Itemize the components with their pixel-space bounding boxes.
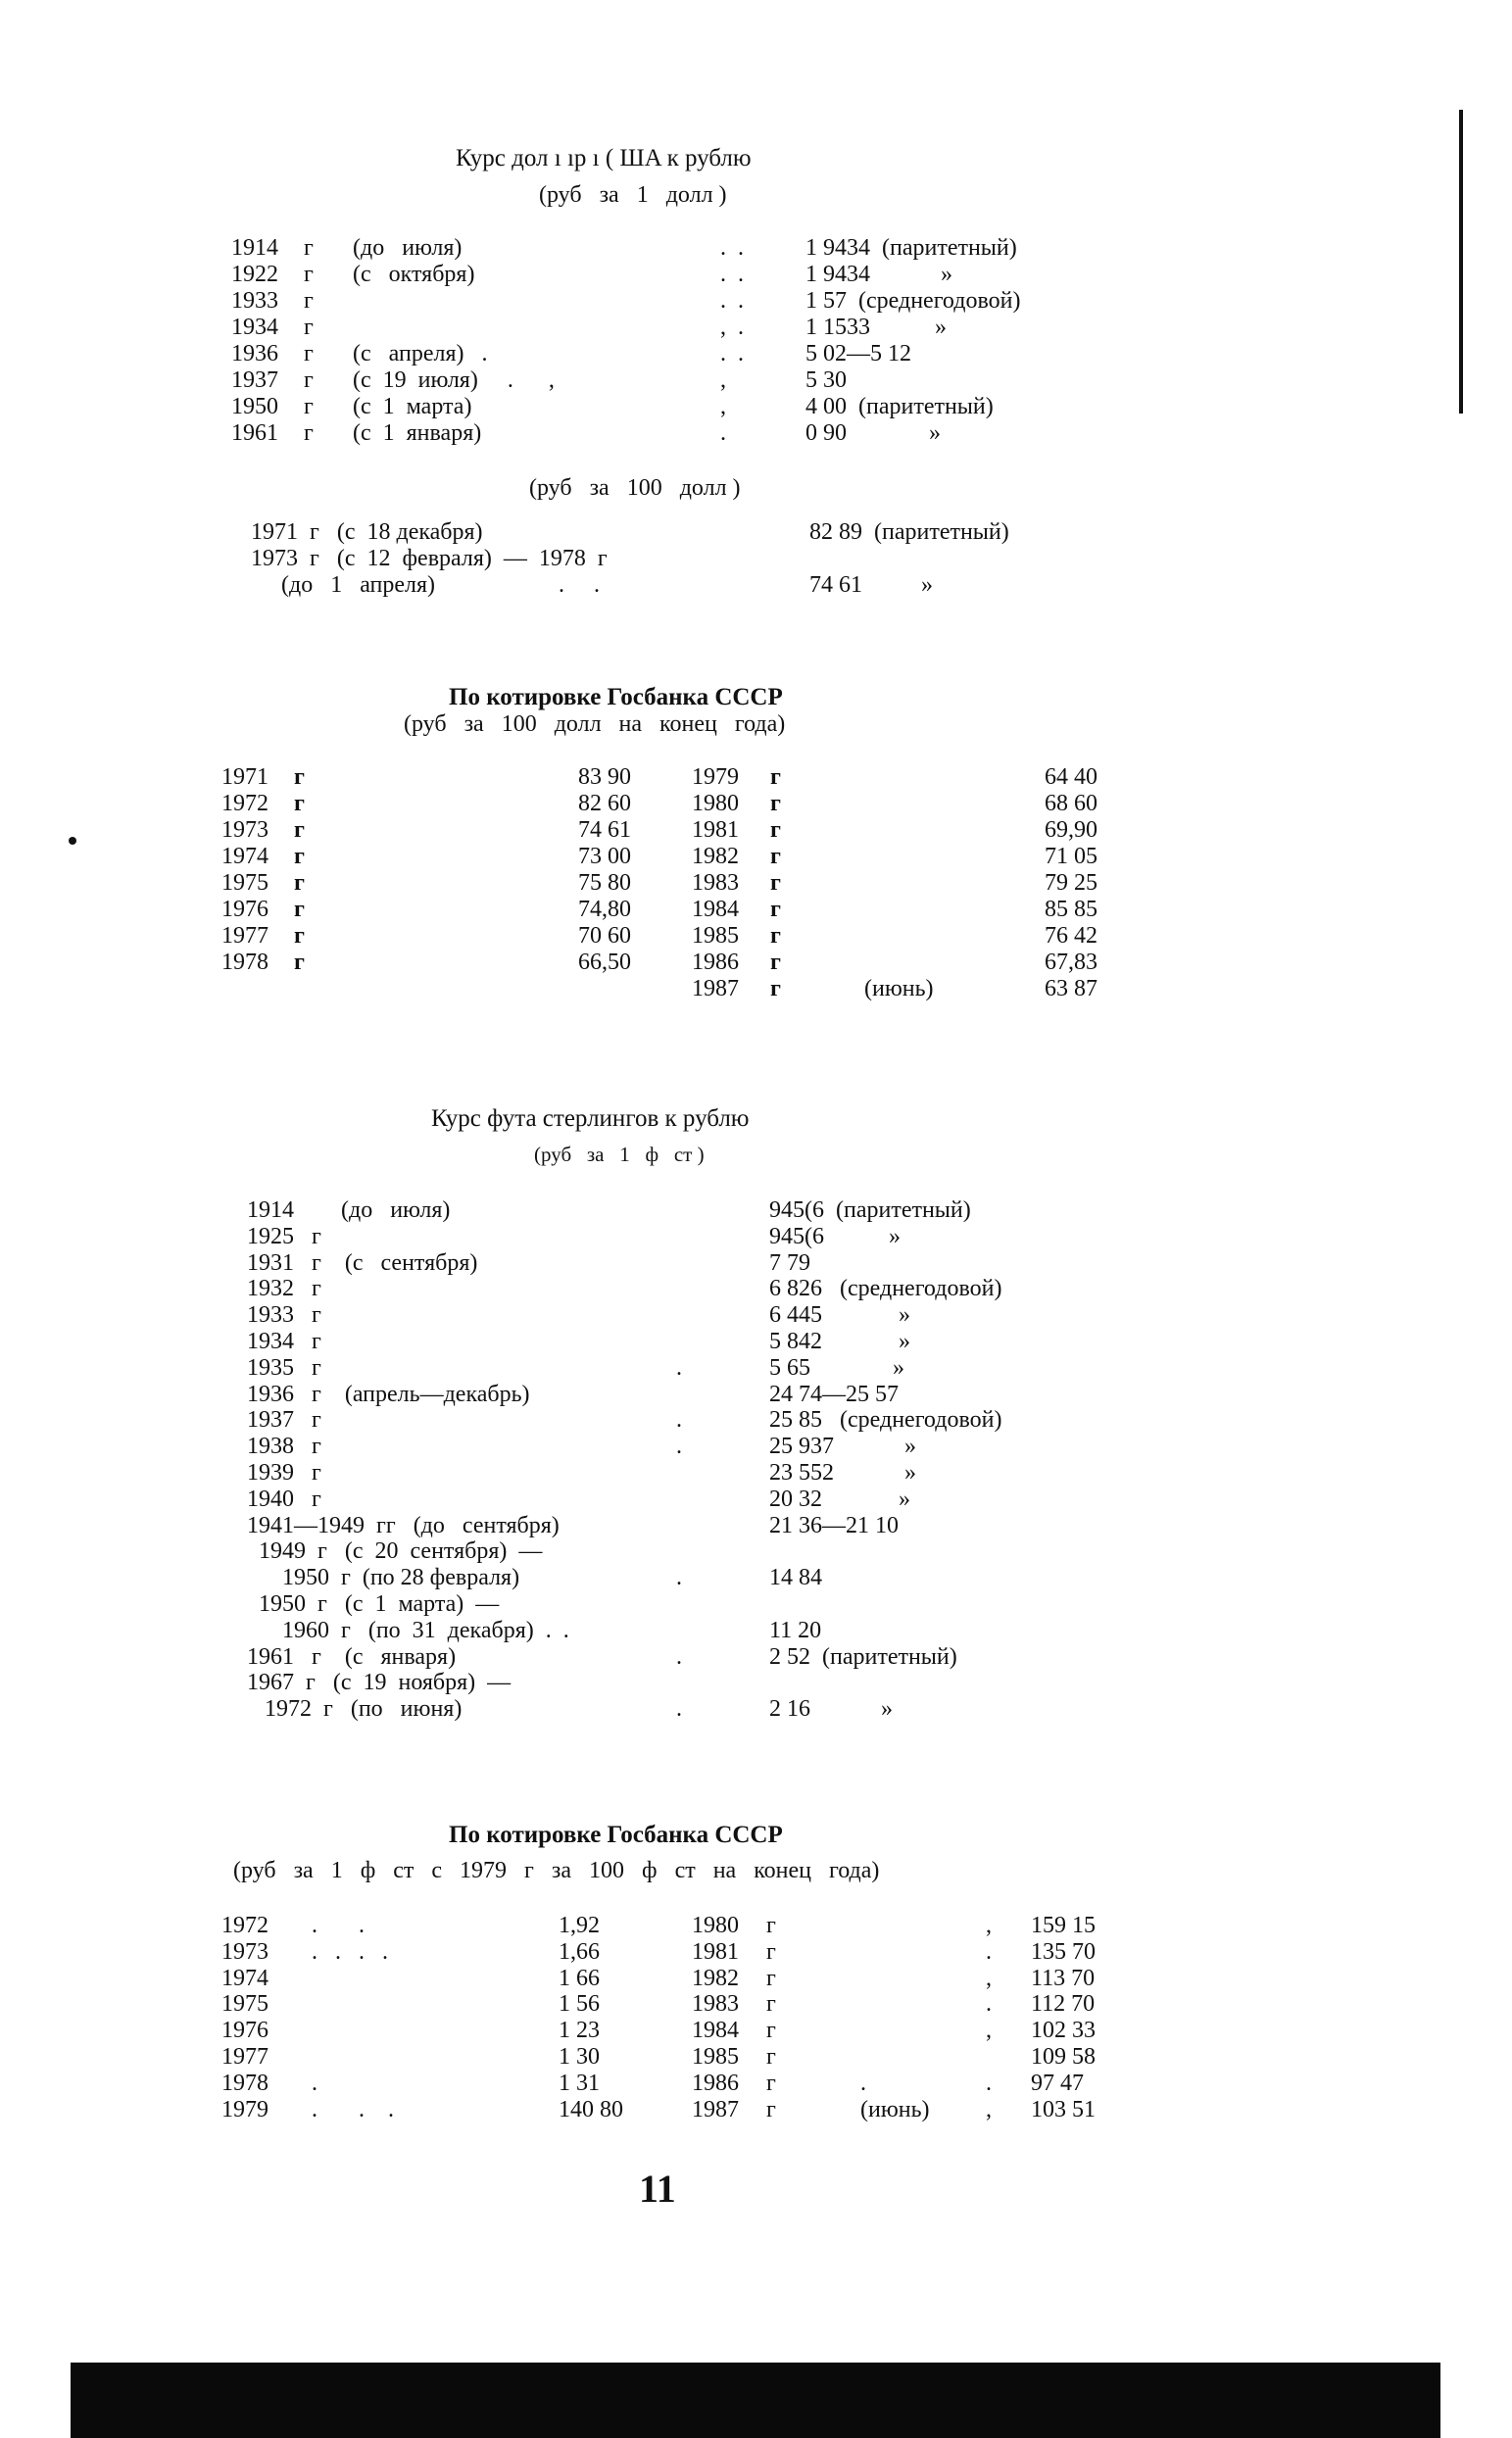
table-row-dots: . .	[720, 288, 744, 314]
table-row-g: г	[770, 791, 781, 816]
table-row-g: г	[766, 1913, 776, 1938]
table-row-g: г	[766, 2044, 776, 2070]
table-row-value: 74 61	[578, 817, 631, 843]
table-row-year: 1976	[221, 897, 268, 922]
table-row-g: г	[294, 897, 305, 922]
table-row-dots: ,	[720, 394, 726, 419]
table-row-value: 1 66	[559, 1965, 600, 1991]
table-row-dots: .	[676, 1643, 682, 1670]
table-row-label: 1931 г (с сентября)	[247, 1249, 478, 1276]
table-row-g: г	[304, 315, 314, 340]
table-row-label: 1967 г (с 19 ноября) —	[247, 1670, 512, 1696]
table-row-value: 1 1533 »	[805, 315, 947, 340]
table-row-year: 1934	[231, 315, 278, 340]
table-row-value: 2 16 »	[769, 1696, 893, 1723]
table-row-dots: .	[720, 420, 726, 446]
table-row-value: 5 02—5 12	[805, 341, 911, 366]
table-row-value: 6 445 »	[769, 1302, 910, 1329]
table-row-value: 102 33	[1031, 2018, 1096, 2044]
table-row-value: 1 30	[559, 2044, 600, 2070]
table-row-value: 5 842 »	[769, 1329, 910, 1354]
table-row-label: 1949 г (с 20 сентября) —	[247, 1538, 543, 1565]
table-row-dots: ,	[986, 1913, 992, 1938]
table-row-g: г	[770, 897, 781, 922]
table-row-value: 82 60	[578, 791, 631, 816]
table-row-label: 1973 г (с 12 февраля) — 1978 г	[251, 546, 608, 571]
table-row-g: г	[770, 976, 781, 1001]
table-row-value: 1 9434 (паритетный)	[805, 235, 1017, 261]
table-row-value: 1 56	[559, 1991, 600, 2018]
table-row-value: 140 80	[559, 2096, 623, 2122]
table-row-g: г	[294, 791, 305, 816]
table-row-note: (с 19 июля) . ,	[353, 367, 555, 393]
table-row-year: 1980	[692, 791, 739, 816]
table-row-value: 71 05	[1045, 844, 1097, 869]
table-row-year: 1987	[692, 976, 739, 1001]
table-row-label: 1925 г	[247, 1223, 321, 1249]
table-row-value: 63 87	[1045, 976, 1097, 1001]
table-row-year: 1972	[221, 1913, 268, 1938]
table-row-g: г	[294, 950, 305, 975]
margin-rule	[1459, 110, 1463, 414]
table-row-g: г	[304, 394, 314, 419]
table-row-dots: ,	[986, 2018, 992, 2044]
table-row-value: 20 32 »	[769, 1486, 910, 1512]
table-row-g: г	[770, 764, 781, 790]
table-row-value: 25 85 (среднегодовой)	[769, 1407, 1002, 1434]
table-row-year: 1984	[692, 2018, 739, 2044]
table-row-year: 1979	[221, 2096, 268, 2122]
table-row-value: 112 70	[1031, 1991, 1096, 2018]
table-row-value: 82 89 (паритетный)	[809, 519, 1009, 545]
table-row-dots: .	[676, 1434, 682, 1460]
table-row-dots: .	[676, 1696, 682, 1723]
table-row-value: 1,66	[559, 1938, 600, 1965]
section2-title: По котировке Госбанка СССР	[449, 684, 783, 710]
table-row-year: 1933	[231, 288, 278, 314]
table-row-label: 1950 г (с 1 марта) —	[247, 1591, 500, 1617]
table-row-year: 1978	[221, 2070, 268, 2096]
table-row-g: г	[304, 420, 314, 446]
section4-subtitle: (руб за 1 ф ст с 1979 г за 100 ф ст на конец года)	[233, 1858, 880, 1883]
table-row-year: 1922	[231, 262, 278, 287]
table-row-g: г	[770, 950, 781, 975]
table-row-year: 1987	[692, 2096, 739, 2122]
table-row-year: 1985	[692, 923, 739, 949]
table-row-value: 11 20	[769, 1617, 822, 1643]
table-row-value: 74 61 »	[809, 572, 933, 598]
table-row-dots: , .	[720, 315, 744, 340]
table-row-dots: . .	[720, 262, 744, 287]
table-row-value: 113 70	[1031, 1965, 1096, 1991]
table-row-g: г	[766, 2018, 776, 2044]
table-row-note: (с апреля) .	[353, 341, 488, 366]
table-row-dots: . . . .	[312, 1938, 388, 1965]
table-row-value: 135 70	[1031, 1938, 1096, 1965]
table-row-label: 1935 г	[247, 1354, 321, 1381]
table-row-year: 1984	[692, 897, 739, 922]
table-row-value: 68 60	[1045, 791, 1097, 816]
table-row-label: 1934 г	[247, 1329, 321, 1354]
table-row-value: 73 00	[578, 844, 631, 869]
table-row-value: 1 9434 »	[805, 262, 952, 287]
table-row-value: 67,83	[1045, 950, 1097, 975]
table-row-value: 97 47	[1031, 2070, 1084, 2096]
table-row-g: г	[294, 844, 305, 869]
table-row-value: 1,92	[559, 1913, 600, 1938]
table-row-value: 159 15	[1031, 1913, 1096, 1938]
table-row-label: 1932 г	[247, 1276, 321, 1302]
table-row-year: 1980	[692, 1913, 739, 1938]
table-row-value: 1 23	[559, 2018, 600, 2044]
table-row-g: г	[766, 1965, 776, 1991]
table-row-year: 1974	[221, 844, 268, 869]
table-row-dots: .	[676, 1407, 682, 1434]
table-row-value: 5 65 »	[769, 1354, 904, 1381]
table-row-g: г	[766, 2096, 776, 2122]
table-row-year: 1961	[231, 420, 278, 446]
table-row-year: 1973	[221, 1938, 268, 1965]
table-row-year: 1983	[692, 1991, 739, 2018]
table-row-year: 1975	[221, 870, 268, 896]
table-row-g: г	[294, 923, 305, 949]
table-row-note: (с 1 марта)	[353, 394, 472, 419]
table-row-label: 1939 г	[247, 1460, 321, 1486]
table-row-label: 1914 (до июля)	[247, 1197, 451, 1223]
table-row-year: 1973	[221, 817, 268, 843]
table-row-label: 1940 г	[247, 1486, 321, 1512]
table-row-g: г	[304, 288, 314, 314]
table-row-dots: .	[676, 1354, 682, 1381]
table-row-value: 1 31	[559, 2070, 600, 2096]
table-row-g: г	[770, 844, 781, 869]
table-row-dots: . .	[312, 1913, 365, 1938]
table-row-g: г	[304, 367, 314, 393]
table-row-note: (до июля)	[353, 235, 463, 261]
table-row-g: г	[770, 817, 781, 843]
table-row-value: 70 60	[578, 923, 631, 949]
table-row-label: 1938 г	[247, 1434, 321, 1460]
table-row-value: 21 36—21 10	[769, 1512, 899, 1538]
table-row-year: 1978	[221, 950, 268, 975]
table-row-value: 66,50	[578, 950, 631, 975]
section1-title: Курс дол ı ıр ı ( ШA к рублю	[456, 145, 752, 171]
table-row-year: 1974	[221, 1965, 268, 1991]
table-row-value: 103 51	[1031, 2096, 1096, 2122]
section1-subtitle: (руб за 1 долл )	[539, 182, 727, 208]
table-row-dots: ,	[720, 367, 726, 393]
table-row-value: 0 90 »	[805, 420, 941, 446]
section4-title: По котировке Госбанка СССР	[449, 1822, 783, 1848]
table-row-value: 6 826 (среднегодовой)	[769, 1276, 1002, 1302]
table-row-label: 1960 г (по 31 декабря) . .	[247, 1617, 569, 1643]
table-row-value: 945(6 »	[769, 1223, 901, 1249]
table-row-year: 1985	[692, 2044, 739, 2070]
table-row-label: (до 1 апреля) . .	[281, 572, 601, 598]
table-row-dots: . .	[720, 235, 744, 261]
section1-subtitle2: (руб за 100 долл )	[529, 475, 741, 501]
table-row-value: 945(6 (паритетный)	[769, 1197, 971, 1223]
table-row-value: 2 52 (паритетный)	[769, 1643, 957, 1670]
page-number: 11	[639, 2167, 676, 2211]
table-row-dots: ,	[986, 2096, 992, 2122]
table-row-year: 1982	[692, 1965, 739, 1991]
table-row-value: 69,90	[1045, 817, 1097, 843]
table-row-label: 1936 г (апрель—декабрь)	[247, 1381, 530, 1407]
table-row-g: г	[770, 870, 781, 896]
table-row-year: 1914	[231, 235, 278, 261]
table-row-value: 85 85	[1045, 897, 1097, 922]
scan-edge-band	[71, 2363, 1440, 2438]
table-row-note: .	[860, 2070, 866, 2096]
table-row-value: 23 552 »	[769, 1460, 916, 1486]
table-row-value: 1 57 (среднегодовой)	[805, 288, 1021, 314]
table-row-note: (с 1 января)	[353, 420, 482, 446]
table-row-year: 1976	[221, 2018, 268, 2044]
table-row-value: 64 40	[1045, 764, 1097, 790]
table-row-dots: . . .	[312, 2096, 394, 2122]
table-row-dots: ,	[986, 1965, 992, 1991]
table-row-value: 5 30	[805, 367, 847, 393]
section2-subtitle: (руб за 100 долл на конец года)	[404, 711, 786, 737]
table-row-year: 1972	[221, 791, 268, 816]
table-row-year: 1977	[221, 923, 268, 949]
table-row-value: 14 84	[769, 1565, 822, 1591]
table-row-year: 1986	[692, 950, 739, 975]
table-row-value: 25 937 »	[769, 1434, 916, 1460]
table-row-label: 1972 г (по июня)	[247, 1696, 463, 1723]
table-row-year: 1979	[692, 764, 739, 790]
table-row-dots: .	[676, 1565, 682, 1591]
table-row-year: 1983	[692, 870, 739, 896]
table-row-year: 1950	[231, 394, 278, 419]
table-row-g: г	[304, 235, 314, 261]
table-row-g: г	[770, 923, 781, 949]
table-row-g: г	[294, 870, 305, 896]
table-row-value: 83 90	[578, 764, 631, 790]
table-row-g: г	[294, 764, 305, 790]
table-row-note: (июнь)	[860, 2096, 930, 2122]
table-row-label: 1941—1949 гг (до сентября)	[247, 1512, 560, 1538]
table-row-label: 1950 г (по 28 февраля)	[247, 1565, 520, 1591]
table-row-dots: . .	[720, 341, 744, 366]
table-row-value: 7 79	[769, 1249, 810, 1276]
table-row-year: 1986	[692, 2070, 739, 2096]
section3-subtitle: (руб за 1 ф ст )	[534, 1143, 705, 1166]
table-row-value: 109 58	[1031, 2044, 1096, 2070]
table-row-note: (с октября)	[353, 262, 475, 287]
table-row-value: 74,80	[578, 897, 631, 922]
table-row-value: 4 00 (паритетный)	[805, 394, 994, 419]
table-row-year: 1977	[221, 2044, 268, 2070]
table-row-g: г	[304, 341, 314, 366]
table-row-value: 76 42	[1045, 923, 1097, 949]
table-row-dots: .	[986, 1938, 992, 1965]
table-row-value: 75 80	[578, 870, 631, 896]
table-row-year: 1971	[221, 764, 268, 790]
table-row-dots: .	[312, 2070, 317, 2096]
table-row-g: г	[766, 2070, 776, 2096]
table-row-note: (июнь)	[864, 976, 934, 1001]
table-row-label: 1937 г	[247, 1407, 321, 1434]
table-row-year: 1936	[231, 341, 278, 366]
table-row-year: 1981	[692, 817, 739, 843]
table-row-dots: .	[986, 2070, 992, 2096]
table-row-g: г	[294, 817, 305, 843]
table-row-label: 1933 г	[247, 1302, 321, 1329]
table-row-year: 1975	[221, 1991, 268, 2018]
table-row-label: 1971 г (с 18 декабря)	[251, 519, 483, 545]
table-row-year: 1981	[692, 1938, 739, 1965]
table-row-dots: .	[986, 1991, 992, 2018]
table-row-value: 24 74—25 57	[769, 1381, 899, 1407]
table-row-g: г	[766, 1991, 776, 2018]
table-row-g: г	[766, 1938, 776, 1965]
table-row-label: 1961 г (с января)	[247, 1643, 457, 1670]
table-row-value: 79 25	[1045, 870, 1097, 896]
section3-title: Курс фута стерлингов к рублю	[431, 1105, 750, 1132]
table-row-g: г	[304, 262, 314, 287]
stray-dot	[69, 837, 76, 845]
table-row-year: 1982	[692, 844, 739, 869]
table-row-year: 1937	[231, 367, 278, 393]
